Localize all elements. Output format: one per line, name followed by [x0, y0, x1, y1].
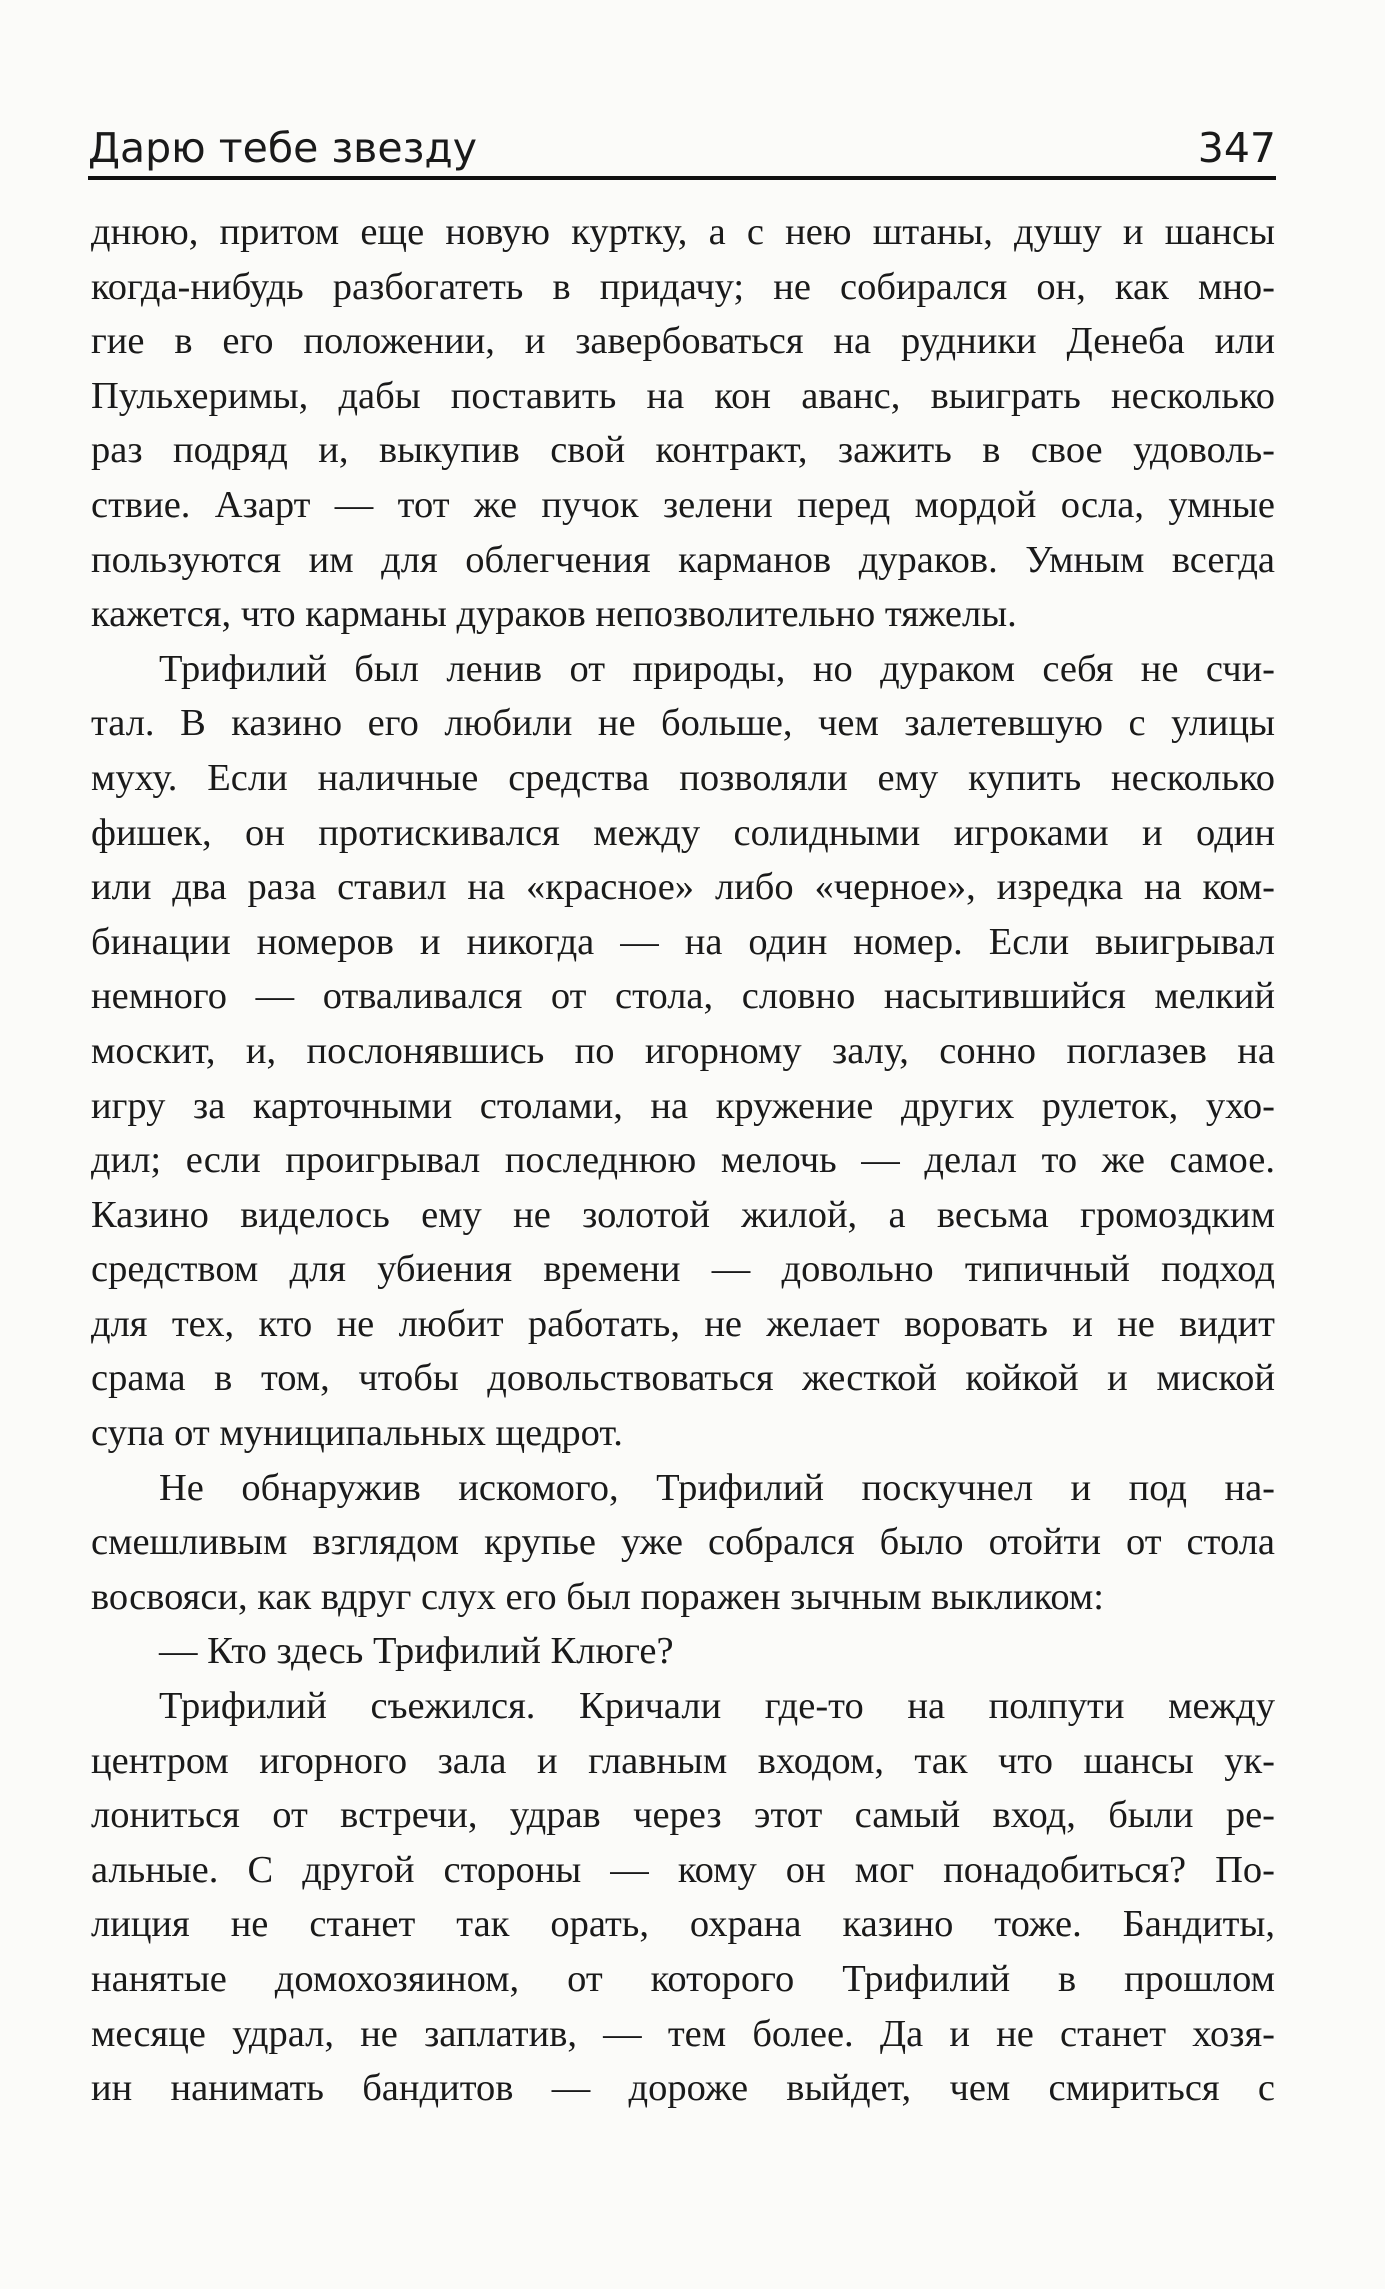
text-line: центром игорного зала и главным входом, так что шансы ук-: [91, 1739, 1275, 1782]
text-line: кажется, что карманы дураков непозволительно тяжелы.: [91, 593, 1017, 636]
text-line: Трифилий был ленив от природы, но дураком себя не счи-: [159, 647, 1275, 690]
text-line: супа от муниципальных щедрот.: [91, 1412, 623, 1455]
text-line: смешливым взглядом крупье уже собрался было отойти от стола: [91, 1521, 1275, 1564]
text-line: для тех, кто не любит работать, не желает воровать и не видит: [91, 1302, 1275, 1345]
text-line: ствие. Азарт — тот же пучок зелени перед мордой осла, умные: [91, 483, 1275, 526]
page-number: 347: [1197, 124, 1276, 172]
text-line: лиция не станет так орать, охрана казино тоже. Бандиты,: [91, 1903, 1275, 1946]
text-line: Не обнаружив искомого, Трифилий поскучнел и под на-: [159, 1466, 1275, 1509]
paragraph: [91, 1461, 1275, 1625]
text-line: гие в его положении, и завербоваться на рудники Денеба или: [91, 320, 1275, 363]
text-line: дил; если проигрывал последнюю мелочь — делал то же самое.: [91, 1139, 1275, 1182]
running-header: [88, 110, 1276, 180]
text-line: днюю, притом еще новую куртку, а с нею штаны, душу и шансы: [91, 211, 1275, 253]
text-line: средством для убиения времени — довольно типичный подход: [91, 1248, 1275, 1291]
text-line: Казино виделось ему не золотой жилой, а весьма громоздким: [91, 1193, 1275, 1236]
text-line: — Кто здесь Трифилий Клюге?: [159, 1630, 674, 1673]
text-line: лониться от встречи, удрав через этот самый вход, были ре-: [91, 1794, 1275, 1837]
text-line: восвояси, как вдруг слух его был поражен зычным выкликом:: [91, 1575, 1104, 1618]
text-line: срама в том, чтобы довольствоваться жесткой койкой и миской: [91, 1357, 1275, 1400]
paragraph: [91, 1679, 1275, 2116]
paragraph: [91, 642, 1275, 1461]
book-title: Дарю тебе звезду: [88, 124, 477, 172]
paragraph: [91, 1624, 1275, 1679]
text-line: пользуются им для облегчения карманов дураков. Умным всегда: [91, 538, 1275, 581]
paragraph: [91, 205, 1275, 642]
text-line: Пульхеримы, дабы поставить на кон аванс, выиграть несколько: [91, 374, 1275, 417]
text-line: бинации номеров и никогда — на один номер. Если выигрывал: [91, 920, 1275, 963]
text-line: игру за карточными столами, на кружение других рулеток, ухо-: [91, 1084, 1275, 1127]
text-line: фишек, он протискивался между солидными игроками и один: [91, 811, 1275, 854]
text-line: или два раза ставил на «красное» либо «черное», изредка на ком-: [91, 866, 1275, 909]
body-text: [91, 205, 1275, 2116]
text-line: раз подряд и, выкупив свой контракт, зажить в свое удоволь-: [91, 429, 1275, 472]
text-line: когда-нибудь разбогатеть в придачу; не собирался он, как мно-: [91, 265, 1275, 308]
text-line: Трифилий съежился. Кричали где-то на полпути между: [159, 1685, 1275, 1728]
text-line: ин нанимать бандитов — дороже выйдет, чем смириться с: [91, 2067, 1275, 2110]
text-line: тал. В казино его любили не больше, чем залетевшую с улицы: [91, 702, 1275, 745]
text-line: альные. С другой стороны — кому он мог понадобиться? По-: [91, 1848, 1275, 1891]
text-line: москит, и, послонявшись по игорному залу, сонно поглазев на: [91, 1029, 1275, 1072]
text-line: нанятые домохозяином, от которого Трифилий в прошлом: [91, 1958, 1275, 2000]
text-line: месяце удрал, не заплатив, — тем более. Да и не станет хозя-: [91, 2012, 1275, 2055]
text-line: немного — отваливался от стола, словно насытившийся мелкий: [91, 975, 1275, 1018]
text-line: муху. Если наличные средства позволяли ему купить несколько: [91, 756, 1275, 799]
